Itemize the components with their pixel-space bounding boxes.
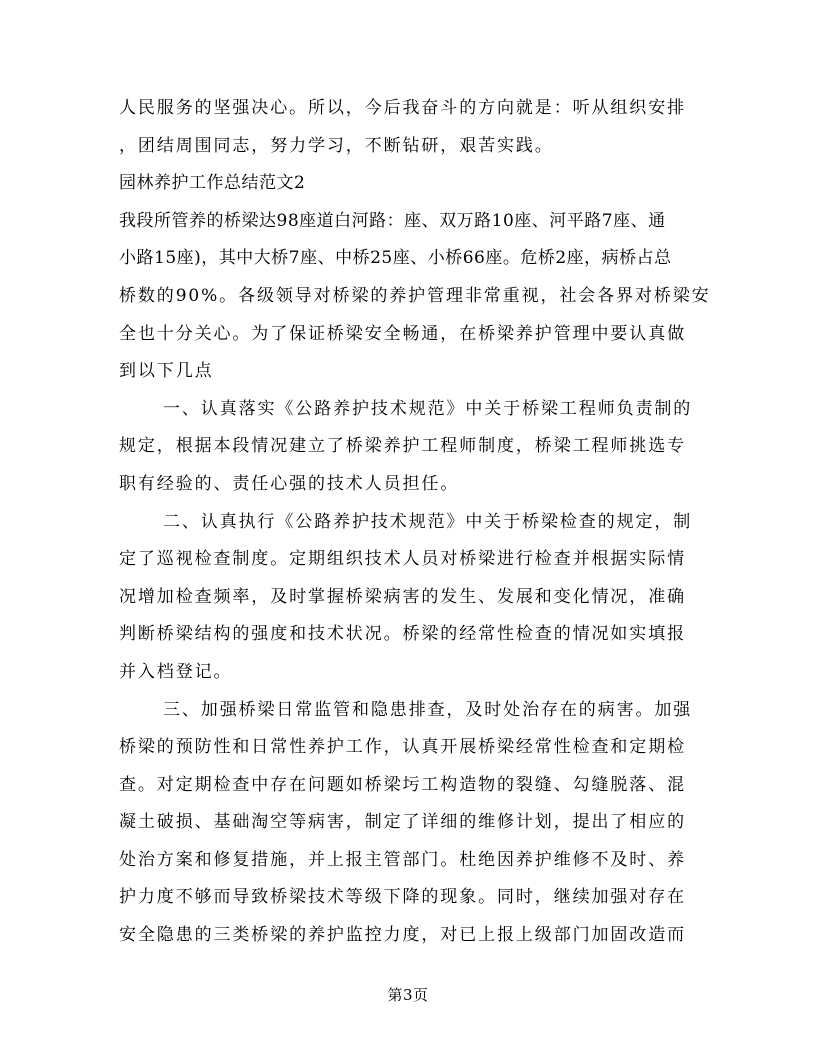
paragraph-start: 二、认真执行《公路养护技术规范》中关于桥梁检查的规定，制 — [163, 511, 693, 532]
section-title: 园林养护工作总结范文2 — [119, 173, 306, 194]
text-line: 凝土破损、基础淘空等病害，制定了详细的维修计划，提出了相应的 — [119, 812, 686, 833]
paragraph-start: 三、加强桥梁日常监管和隐患排查，及时处治存在的病害。加强 — [163, 699, 693, 720]
text-line: 职有经验的、责任心强的技术人员担任。 — [119, 473, 460, 494]
text-line: 处治方案和修复措施，并上报主管部门。杜绝因养护维修不及时、养 — [119, 849, 686, 870]
text-line: ，团结周围同志，努力学习，不断钻研，艰苦实践。 — [119, 135, 554, 156]
text-line: 安全隐患的三类桥梁的养护监控力度，对已上报上级部门加固改造而 — [119, 925, 686, 946]
text-line: 全也十分关心。为了保证桥梁安全畅通，在桥梁养护管理中要认真做 — [119, 323, 686, 344]
text-line: 桥梁的预防性和日常性养护工作，认真开展桥梁经常性检查和定期检 — [119, 737, 686, 758]
text-line: 查。对定期检查中存在问题如桥梁圬工构造物的裂缝、勾缝脱落、混 — [119, 774, 686, 795]
text-line: 我段所管养的桥梁达98座道白河路：座、双万路10座、河平路7座、通 — [119, 210, 666, 231]
paragraph-start: 一、认真落实《公路养护技术规范》中关于桥梁工程师负责制的 — [163, 398, 693, 419]
text-line: 判断桥梁结构的强度和技术状况。桥梁的经常性检查的情况如实填报 — [119, 624, 686, 645]
text-line: 人民服务的坚强决心。所以，今后我奋斗的方向就是：听从组织安排 — [119, 98, 686, 118]
text-line: 定了巡视检查制度。定期组织技术人员对桥梁进行检查并根据实际情 — [119, 549, 686, 570]
text-line: 况增加检查频率，及时掌握桥梁病害的发生、发展和变化情况，准确 — [119, 586, 686, 607]
text-line: 并入档登记。 — [119, 661, 233, 682]
text-line: 规定，根据本段情况建立了桥梁养护工程师制度，桥梁工程师挑选专 — [119, 436, 686, 457]
document-body — [119, 90, 711, 955]
text-line: 护力度不够而导致桥梁技术等级下降的现象。同时，继续加强对存在 — [119, 887, 686, 908]
page-number: 第3页 — [387, 986, 429, 1004]
text-line: 小路15座)，其中大桥7座、中桥25座、小桥66座。危桥2座，病桥占总 — [119, 248, 672, 269]
text-line: 到以下几点 — [119, 361, 214, 382]
text-line: 桥数的90%。各级领导对桥梁的养护管理非常重视，社会各界对桥梁安 — [119, 285, 711, 306]
